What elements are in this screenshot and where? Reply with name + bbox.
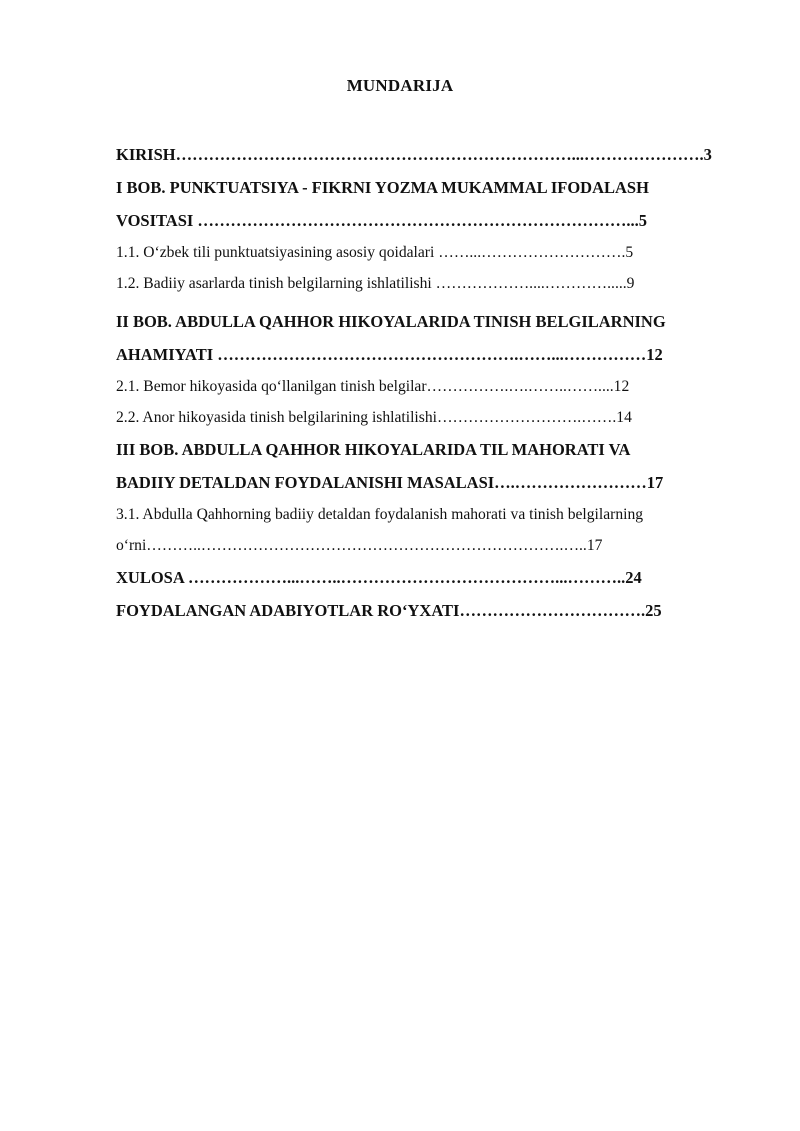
toc-chapter-3-title: III BOB. ABDULLA QAHHOR HIKOYALARIDA TIL MAHORATI VA <box>116 440 631 459</box>
toc-section-3-1: 3.1. Abdulla Qahhorning badiiy detaldan foydalanish mahorati va tinish belgilarning <box>116 506 644 523</box>
toc-section-1-2: 1.2. Badiiy asarlarda tinish belgilarning ishlatilishi ………………....………….....9 <box>116 275 635 292</box>
toc-chapter-3-title-cont: BADIIY DETALDAN FOYDALANISHI MASALASI….……………………17 <box>116 473 664 492</box>
toc-section-3-1-cont: o‘rni………..…………………………………………………………….…..17 <box>116 537 603 554</box>
page-title: MUNDARIJA <box>346 76 454 95</box>
toc-section-2-2: 2.2. Anor hikoyasida tinish belgilarining ishlatilishi……………………….…….14 <box>116 409 632 426</box>
toc-chapter-2-title-cont: AHAMIYATI ……………………………………………….……...……………12 <box>116 345 663 364</box>
toc-entry-kirish: KIRISH………………………………………………………………...………………….3 <box>116 145 712 164</box>
toc-chapter-1-title: I BOB. PUNKTUATSIYA - FIKRNI YOZMA MUKAMMAL IFODALASH <box>116 178 649 197</box>
table-of-contents <box>116 138 744 627</box>
toc-section-2-1: 2.1. Bemor hikoyasida qo‘llanilgan tinish belgilar…………….….……..……....12 <box>116 378 630 395</box>
toc-entry-xulosa: XULOSA ………………...……..…………………………………...………..24 <box>116 568 642 587</box>
toc-section-1-1: 1.1. O‘zbek tili punktuatsiyasining asosiy qoidalari ……...……………………….5 <box>116 244 634 261</box>
toc-chapter-2-title: II BOB. ABDULLA QAHHOR HIKOYALARIDA TINISH BELGILARNING <box>116 312 666 331</box>
toc-chapter-1-title-cont: VOSITASI ……………………………………………………………………...5 <box>116 211 648 230</box>
toc-entry-references: FOYDALANGAN ADABIYOTLAR RO‘YXATI…………………………….25 <box>116 601 662 620</box>
